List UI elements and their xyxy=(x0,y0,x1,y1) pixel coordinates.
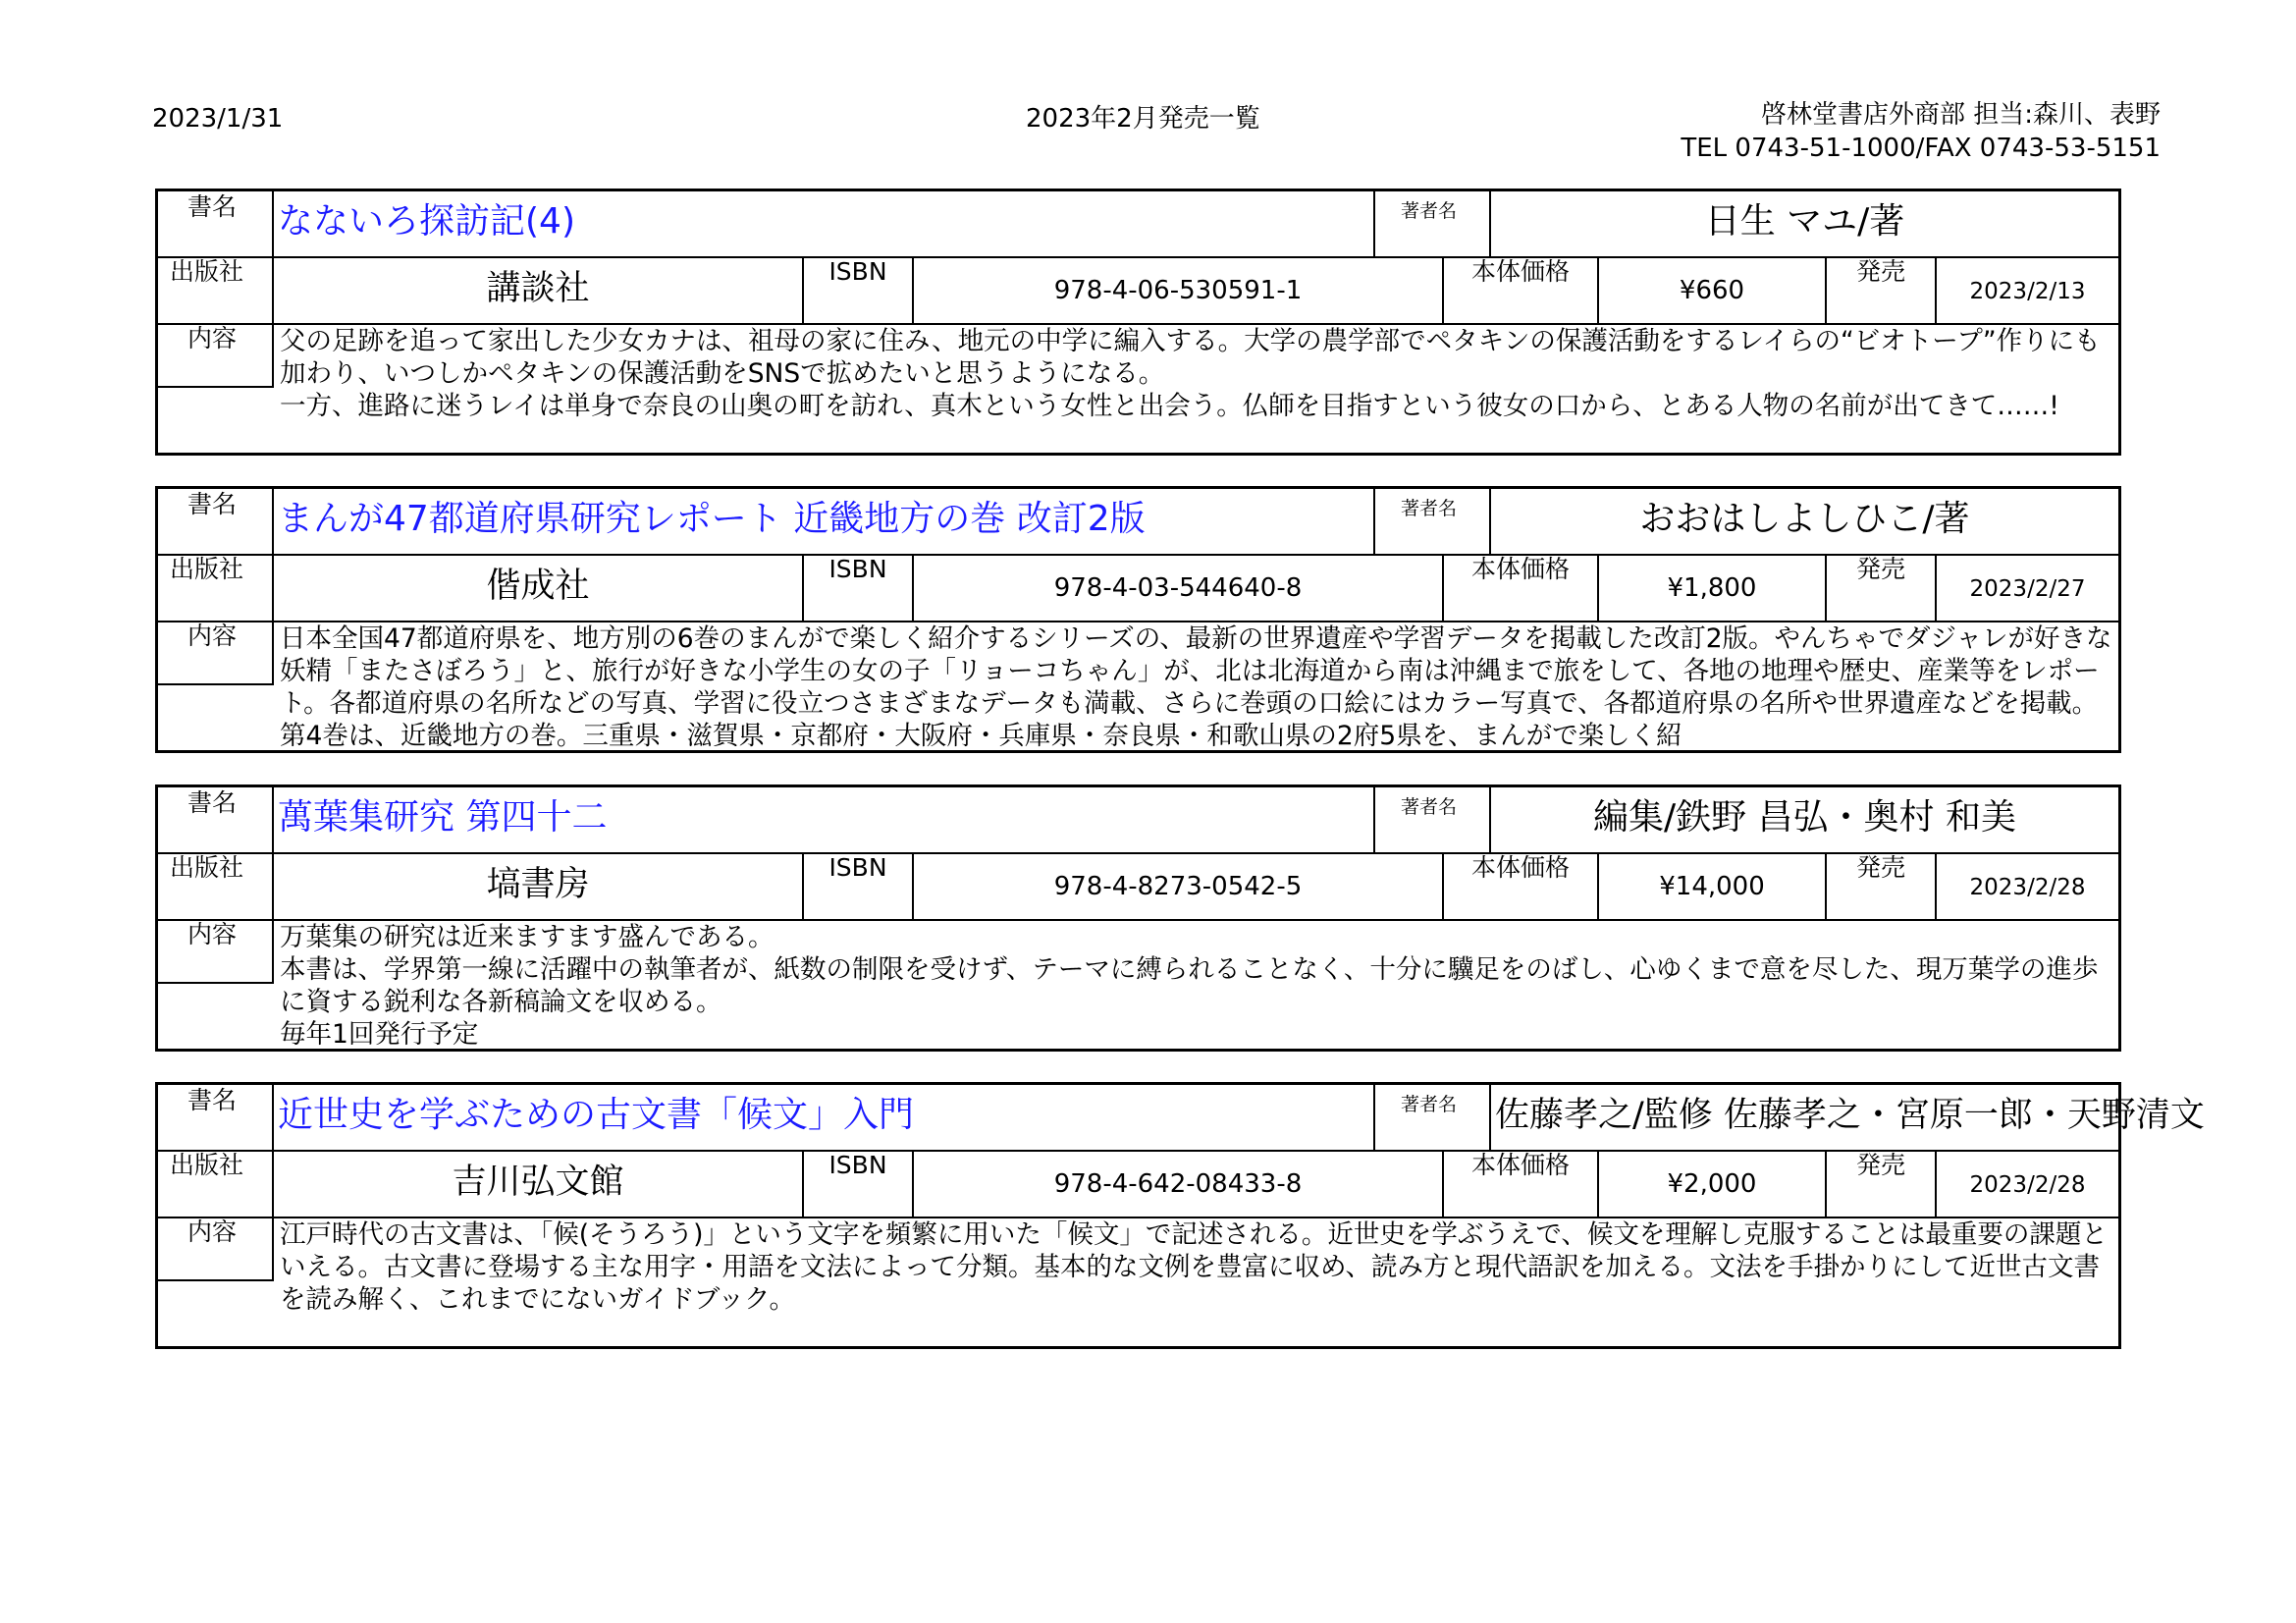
release-label: 発売 xyxy=(1855,1151,1905,1179)
description-paragraph: 毎年1回発行予定 xyxy=(280,1019,479,1050)
isbn-label: ISBN xyxy=(828,257,887,286)
book-author: 編集/鉄野 昌弘・奥村 和美 xyxy=(1592,797,2017,838)
shop-tel-fax: TEL 0743-51-1000/FAX 0743-53-5151 xyxy=(1681,134,2161,163)
title-label: 書名 xyxy=(187,490,238,518)
book-isbn: 978-4-642-08433-8 xyxy=(1053,1169,1303,1199)
meta-row xyxy=(158,554,2118,622)
price-label: 本体価格 xyxy=(1470,853,1570,882)
book-price: ¥1,800 xyxy=(1667,573,1757,603)
meta-row xyxy=(158,1150,2118,1218)
book-record xyxy=(155,189,2121,456)
title-row xyxy=(158,1085,2205,1152)
book-description xyxy=(274,621,2118,750)
book-description xyxy=(274,919,2118,1049)
book-publisher: 吉川弘文館 xyxy=(452,1163,624,1202)
content-row xyxy=(158,323,2118,453)
title-row xyxy=(158,787,2118,854)
author-label: 著者名 xyxy=(1401,1094,1458,1115)
book-author: おおはしよしひこ/著 xyxy=(1639,499,1970,539)
book-record xyxy=(155,784,2121,1052)
release-label: 発売 xyxy=(1855,257,1905,286)
book-publisher: 偕成社 xyxy=(486,567,590,606)
content-row xyxy=(158,919,2118,1049)
release-label: 発売 xyxy=(1855,555,1905,583)
book-title-link[interactable]: 近世史を学ぶための古文書「候文」入門 xyxy=(278,1095,915,1135)
author-label: 著者名 xyxy=(1401,498,1458,519)
title-label: 書名 xyxy=(187,788,238,817)
book-record xyxy=(155,486,2121,753)
title-label: 書名 xyxy=(187,192,238,221)
content-label: 内容 xyxy=(187,324,238,352)
book-title-link[interactable]: まんが47都道府県研究レポート 近畿地方の巻 改訂2版 xyxy=(278,499,1146,539)
publisher-label: 出版社 xyxy=(170,1151,244,1179)
publisher-label: 出版社 xyxy=(170,555,244,583)
book-price: ¥660 xyxy=(1679,276,1745,305)
book-isbn: 978-4-8273-0542-5 xyxy=(1053,872,1303,901)
content-label: 内容 xyxy=(187,920,238,948)
meta-row xyxy=(158,852,2118,921)
book-author: 日生 マユ/著 xyxy=(1704,201,1905,242)
publisher-label: 出版社 xyxy=(170,853,244,882)
book-price: ¥14,000 xyxy=(1659,872,1765,901)
price-label: 本体価格 xyxy=(1470,1151,1570,1179)
description-paragraph: 一方、進路に迷うレイは単身で奈良の山奥の町を訪れ、真木という女性と出会う。仏師を目指すという彼女の口から、とある人物の名前が出てきて……! xyxy=(280,391,2059,421)
book-publisher: 塙書房 xyxy=(486,865,590,904)
description-paragraph: 江戸時代の古文書は、「候(そうろう)」という文字を頻繁に用いた「候文」で記述される。近世史を学ぶうえで、候文を理解し克服することは最重要の課題といえる。古文書に登場する主な用字・用語を文法によって分類。基本的な文例を豊富に収め、読み方と現代語訳を加える。文法を手掛かりにして近世古文書を読み解く、これまでにないガイドブック。 xyxy=(280,1219,2108,1315)
description-paragraph: 万葉集の研究は近来ますます盛んである。 xyxy=(280,922,774,952)
price-label: 本体価格 xyxy=(1470,257,1570,286)
isbn-label: ISBN xyxy=(828,1151,887,1179)
title-row xyxy=(158,191,2118,258)
content-row xyxy=(158,1217,2118,1346)
book-release-date: 2023/2/27 xyxy=(1969,576,2086,602)
title-row xyxy=(158,489,2118,556)
report-date: 2023/1/31 xyxy=(152,104,284,134)
book-title-link[interactable]: なないろ探訪記(4) xyxy=(278,201,575,242)
book-release-date: 2023/2/28 xyxy=(1969,1172,2086,1198)
book-record xyxy=(155,1082,2205,1349)
publisher-label: 出版社 xyxy=(170,257,244,286)
book-description xyxy=(274,323,2118,453)
content-label: 内容 xyxy=(187,1217,238,1246)
isbn-label: ISBN xyxy=(828,555,887,583)
description-paragraph: 父の足跡を追って家出した少女カナは、祖母の家に住み、地元の中学に編入する。大学の農学部でペタキンの保護活動をするレイらの“ビオトープ”作りにも加わり、いつしかペタキンの保護活動をSNSで拡めたいと思うようになる。 xyxy=(280,326,2101,389)
price-label: 本体価格 xyxy=(1470,555,1570,583)
book-release-date: 2023/2/13 xyxy=(1969,279,2086,304)
book-title-link[interactable]: 萬葉集研究 第四十二 xyxy=(278,797,608,838)
book-description xyxy=(274,1217,2118,1346)
meta-row xyxy=(158,256,2118,325)
description-paragraph: 日本全国47都道府県を、地方別の6巻のまんがで楽しく紹介するシリーズの、最新の世界遺産や学習データを掲載した改訂2版。やんちゃでダジャレが好きな妖精「またさぼろう」と、旅行が好きな小学生の女の子「リョーコちゃん」が、北は北海道から南は沖縄まで旅をして、各地の地理や歴史、産業等をレポート。各都道府県の名所などの写真、学習に役立つさまざまなデータも満載、さらに巻頭の口絵にはカラー写真で、各都道府県の名所や世界遺産などを掲載。第4巻は、近畿地方の巻。三重県・滋賀県・京都府・大阪府・兵庫県・奈良県・和歌山県の2府5県を、まんがで楽しく紹 xyxy=(280,623,2112,751)
book-author: 佐藤孝之/監修 佐藤孝之・宮原一郎・天野清文 xyxy=(1495,1096,2205,1135)
author-label: 著者名 xyxy=(1401,200,1458,222)
book-isbn: 978-4-03-544640-8 xyxy=(1053,573,1303,603)
description-paragraph: 本書は、学界第一線に活躍中の執筆者が、紙数の制限を受けず、テーマに縛られることなく、十分に驥足をのばし、心ゆくまで意を尽した、現万葉学の進歩に資する鋭利な各新稿論文を収める。 xyxy=(280,954,2099,1017)
title-label: 書名 xyxy=(187,1086,238,1114)
book-release-date: 2023/2/28 xyxy=(1969,875,2086,900)
content-row xyxy=(158,621,2118,750)
isbn-label: ISBN xyxy=(828,853,887,882)
report-title: 2023年2月発売一覧 xyxy=(1026,104,1260,134)
shop-contact: 啓林堂書店外商部 担当:森川、表野 xyxy=(1760,100,2161,130)
content-label: 内容 xyxy=(187,622,238,650)
release-label: 発売 xyxy=(1855,853,1905,882)
book-isbn: 978-4-06-530591-1 xyxy=(1053,276,1303,305)
author-label: 著者名 xyxy=(1401,796,1458,818)
book-publisher: 講談社 xyxy=(486,269,590,308)
book-price: ¥2,000 xyxy=(1667,1169,1757,1199)
